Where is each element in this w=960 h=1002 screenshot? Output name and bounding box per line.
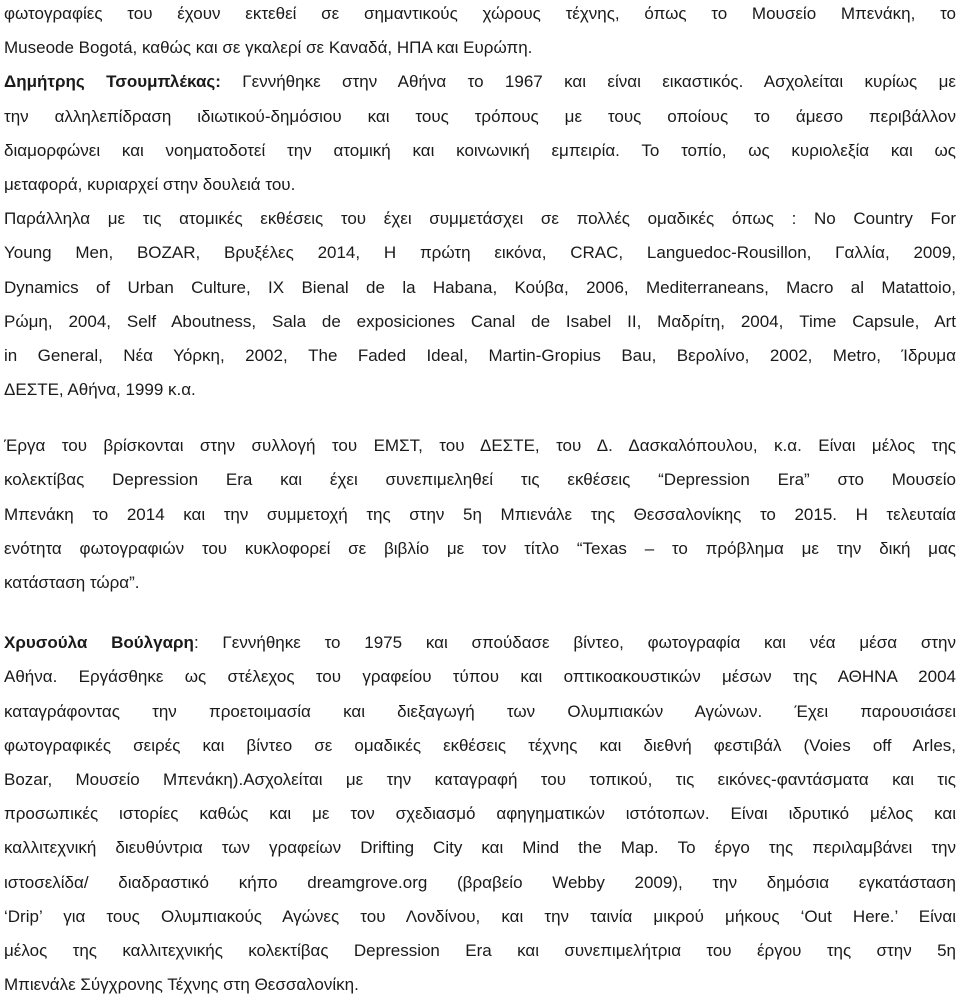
paragraph-tsoumplekas-collections (4, 429, 956, 600)
text-line: μέλος της καλλιτεχνικής κολεκτίβας Depression Era και συνεπιμελήτρια του έργου της στην 5η (4, 940, 956, 960)
paragraph-intro-continuation (4, 0, 956, 65)
text-line: ΔΕΣΤΕ, Αθήνα, 1999 κ.α. (4, 380, 196, 400)
artist-name: Χρυσούλα Βούλγαρη (4, 633, 194, 653)
text-line: Μπιενάλε Σύγχρονης Τέχνης στη Θεσσαλονίκη. (4, 975, 359, 995)
text-line: Δημήτρης Τσουμπλέκας: Γεννήθηκε στην Αθήνα το 1967 και είναι εικαστικός. Ασχολείται κυρίως με (4, 72, 956, 92)
text-line: Bozar, Μουσείο Μπενάκη).Ασχολείται με την καταγραφή του τοπικού, τις εικόνες-φαντάσματα και τις (4, 769, 956, 789)
text-line: ‘Drip’ για τους Ολυμπιακούς Αγώνες του Λονδίνου, και την ταινία μικρού μήκους ‘Out Here.’ Είναι (4, 906, 956, 926)
text-line: καλλιτεχνική διευθύντρια των γραφείων Drifting City και Mind the Map. Το έργο της περιλαμβάνει την (4, 838, 956, 858)
text-line: Young Men, BOZAR, Βρυξέλες 2014, Η πρώτη εικόνα, CRAC, Languedoc-Rousillon, Γαλλία, 2009, (4, 243, 956, 263)
text-line: Αθήνα. Εργάσθηκε ως στέλεχος του γραφείου τύπου και οπτικοακουστικών μέσων της ΑΘΗΝΑ 2004 (4, 667, 956, 687)
text-line: καταγράφοντας την προετοιμασία και διεξαγωγή των Ολυμπιακών Αγώνων. Έχει παρουσιάσει (4, 701, 956, 721)
text-line: φωτογραφίες του έχουν εκτεθεί σε σημαντικούς χώρους τέχνης, όπως το Μουσείο Μπενάκη, το (4, 4, 956, 23)
text-line: την αλληλεπίδραση ιδιωτικού-δημόσιου και τους τρόπους με τους οποίους το άμεσο περιβάλλον (4, 106, 956, 126)
text-line: ιστοσελίδα/ διαδραστικό κήπο dreamgrove.org (βραβείο Webby 2009), την δημόσια εγκατάσταση (4, 872, 956, 892)
paragraph-tsoumplekas-bio (4, 65, 956, 202)
text-line: ενότητα φωτογραφιών του κυκλοφορεί σε βιβλίο με τον τίτλο “Texas – το πρόβλημα με την δική μας (4, 538, 956, 558)
text-line: προσωπικές ιστορίες καθώς και με τον σχεδιασμό αφηγηματικών ιστότοπων. Είναι ιδρυτικό μέλος και (4, 804, 956, 824)
paragraph-voulgari-bio (4, 626, 956, 1002)
paragraph-gap (4, 407, 956, 429)
text-line: Dynamics of Urban Culture, IX Bienal de la Habana, Κούβα, 2006, Mediterraneans, Macro al Matattoio, (4, 277, 956, 297)
text-line: κατάσταση τώρα”. (4, 573, 140, 592)
text-line: Παράλληλα με τις ατομικές εκθέσεις του έχει συμμετάσχει σε πολλές ομαδικές όπως : No Country For (4, 209, 956, 229)
text-line: Μπενάκη το 2014 και την συμμετοχή της στην 5η Μπιενάλε της Θεσσαλονίκης το 2015. Η τελευταία (4, 504, 956, 524)
text-line: in General, Νέα Υόρκη, 2002, The Faded Ideal, Martin-Gropius Bau, Βερολίνο, 2002, Metro, Ίδρυμα (4, 345, 956, 365)
paragraph-gap (4, 600, 956, 626)
text-line: διαμορφώνει και νοηματοδοτεί την ατομική και κοινωνική εμπειρία. Το τοπίο, ως κυριολεξία και ως (4, 140, 956, 160)
text-line: Museode Bogotá, καθώς και σε γκαλερί σε Καναδά, ΗΠΑ και Ευρώπη. (4, 38, 533, 58)
text-line: Έργα του βρίσκονται στην συλλογή του ΕΜΣΤ, του ΔΕΣΤΕ, του Δ. Δασκαλόπουλου, κ.α. Είναι μέλος της (4, 436, 956, 456)
text-line: κολεκτίβας Depression Era και έχει συνεπιμεληθεί τις εκθέσεις “Depression Era” στο Μουσείο (4, 470, 956, 490)
text-line: Ρώμη, 2004, Self Aboutness, Sala de exposiciones Canal de Isabel II, Μαδρίτη, 2004, Time Capsule, Art (4, 311, 956, 331)
paragraph-tsoumplekas-exhibitions (4, 202, 956, 407)
text-line: Χρυσούλα Βούλγαρη: Γεννήθηκε το 1975 και σπούδασε βίντεο, φωτογραφία και νέα μέσα στην (4, 633, 956, 653)
artist-name: Δημήτρης Τσουμπλέκας: (4, 72, 221, 92)
text-line: φωτογραφικές σειρές και βίντεο σε ομαδικές εκθέσεις τέχνης και διεθνή φεστιβάλ (Voies off Arles, (4, 735, 956, 755)
text-line: μεταφορά, κυριαρχεί στην δουλειά του. (4, 174, 296, 194)
